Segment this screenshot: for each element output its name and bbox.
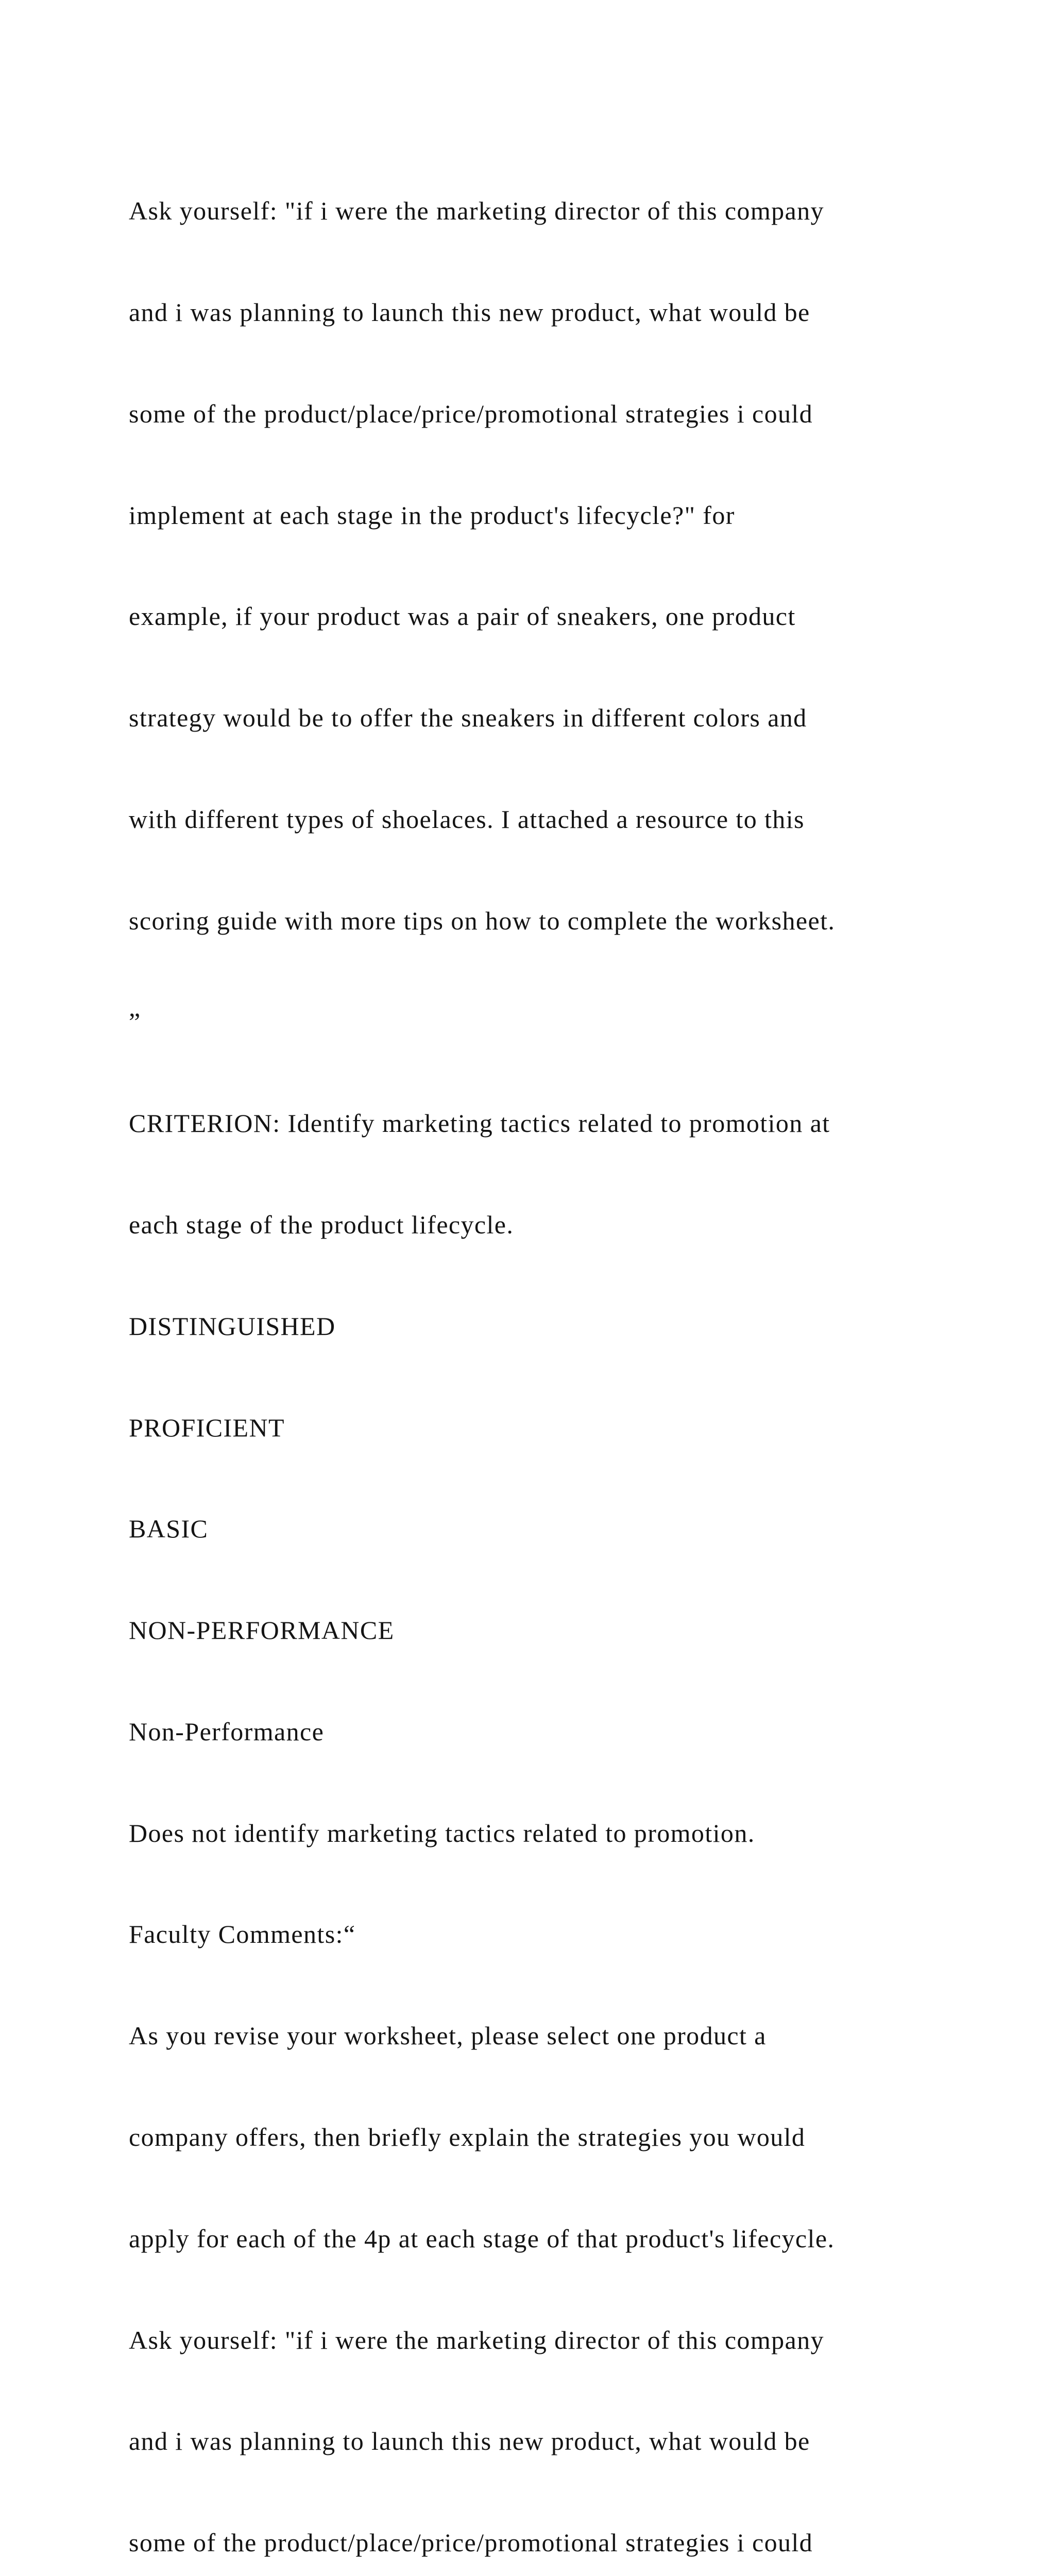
closing-quote: ” bbox=[129, 1007, 141, 1037]
text-line: Ask yourself: "if i were the marketing director of this company bbox=[129, 196, 824, 226]
assigned-rating: Non-Performance bbox=[129, 1717, 325, 1746]
text-line: Ask yourself: "if i were the marketing director of this company bbox=[129, 2325, 824, 2354]
text-line: with different types of shoelaces. I attached a resource to this bbox=[129, 804, 805, 834]
rating-level-proficient: PROFICIENT bbox=[129, 1413, 285, 1442]
document-body bbox=[129, 127, 1005, 2576]
text-line: example, if your product was a pair of sneakers, one product bbox=[129, 602, 796, 631]
text-line: some of the product/place/price/promotional strategies i could bbox=[129, 2528, 813, 2557]
text-line: apply for each of the 4p at each stage of that product's lifecycle. bbox=[129, 2224, 835, 2253]
rating-description: Does not identify marketing tactics related to promotion. bbox=[129, 1818, 755, 1848]
rating-level-distinguished: DISTINGUISHED bbox=[129, 1311, 336, 1341]
text-line: some of the product/place/price/promotional strategies i could bbox=[129, 399, 813, 428]
rating-level-non-performance: NON-PERFORMANCE bbox=[129, 1616, 395, 1645]
text-line: and i was planning to launch this new product, what would be bbox=[129, 297, 810, 327]
text-line: and i was planning to launch this new product, what would be bbox=[129, 2427, 810, 2456]
rating-level-basic: BASIC bbox=[129, 1514, 209, 1544]
text-line: As you revise your worksheet, please select one product a bbox=[129, 2021, 767, 2050]
criterion-line: CRITERION: Identify marketing tactics related to promotion at bbox=[129, 1109, 830, 1138]
text-line: implement at each stage in the product's lifecycle?" for bbox=[129, 500, 735, 530]
faculty-comments-label: Faculty Comments:“ bbox=[129, 1920, 356, 1949]
text-line: company offers, then briefly explain the strategies you would bbox=[129, 2123, 806, 2152]
text-line: strategy would be to offer the sneakers in different colors and bbox=[129, 703, 807, 733]
criterion-line: each stage of the product lifecycle. bbox=[129, 1210, 514, 1239]
text-line: scoring guide with more tips on how to complete the worksheet. bbox=[129, 906, 836, 935]
